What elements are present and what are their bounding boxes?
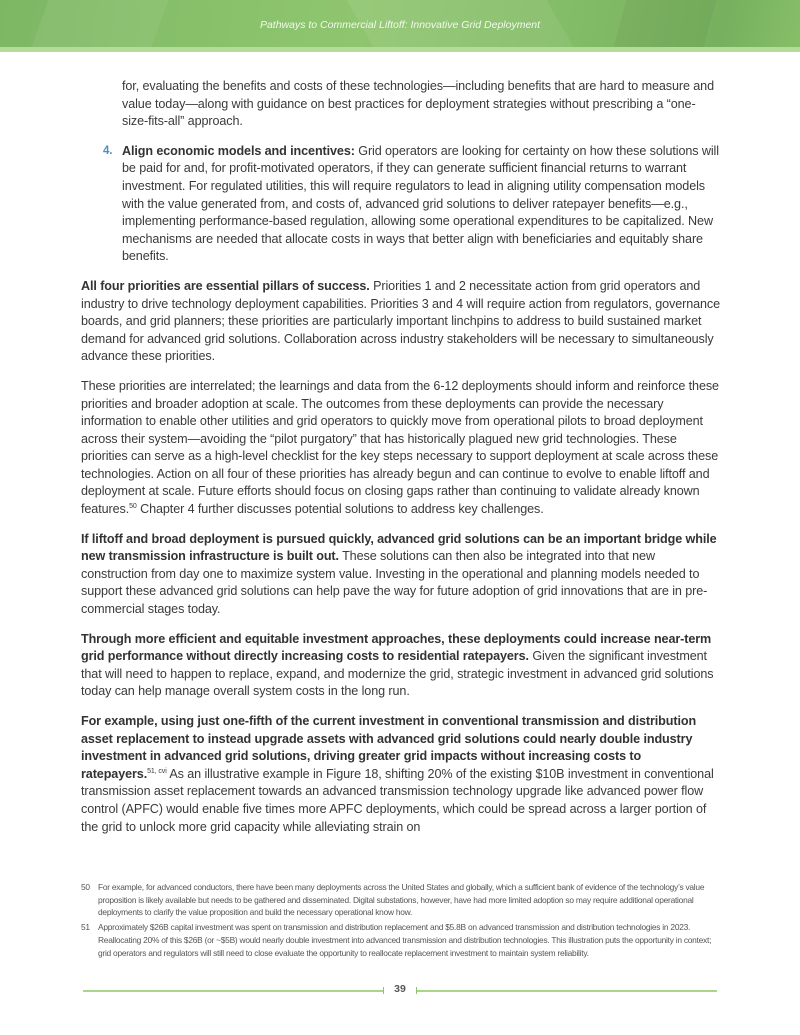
footnote xyxy=(81,921,721,959)
paragraph xyxy=(81,631,720,701)
page-header-banner xyxy=(0,0,800,47)
footnote-number: 50 xyxy=(81,882,90,892)
footnote-number: 51 xyxy=(81,922,90,933)
footnote-text: For example, for advanced conductors, there have been many deployments across the United States and globally, which a sufficient bank of evidence of the technology’s value proposition is likely available but needs to be gathered and disseminated. Digital substations, however, have had more limited adoption so may require additional operational deployments to clarify the value proposition and build the necessary operational know how. xyxy=(98,882,705,918)
paragraph xyxy=(81,278,720,366)
main-content xyxy=(81,78,720,848)
paragraph-text: These priorities are interrelated; the learnings and data from the 6-12 deployments should inform and reinforce these priorities and broader adoption at scale. The outcomes from these deployments can provide the necessary information to enable other utilities and grid operators to quickly move from operational pilots to broad deployment across their system—avoiding the “pilot purgatory” that has historically plagued new grid technologies. These priorities can serve as a high-level checklist for the key steps necessary to support deployment at scale across these technologies. Action on all four of these priorities has already begun and can continue to evolve to enable liftoff and deployment at scale. Future efforts should focus on closing gaps rather than continuing to validate already known features. xyxy=(81,378,719,517)
footnote-ref[interactable]: 51, cvi xyxy=(147,767,167,775)
paragraph-lead: If liftoff and broad deployment is pursued quickly, advanced grid solutions can be an important bridge while new transmission infrastructure is built out. xyxy=(81,531,717,564)
running-header-title: Pathways to Commercial Liftoff: Innovative Grid Deployment xyxy=(259,19,541,31)
footer-tick xyxy=(383,987,384,994)
paragraph-lead: All four priorities are essential pillars of success. xyxy=(81,278,370,293)
footer-rule-left xyxy=(83,990,383,992)
paragraph-text: Chapter 4 further discusses potential solutions to address key challenges. xyxy=(136,502,544,517)
paragraph-text: Given the significant investment that will need to happen to replace, expand, and modernize the grid, strategic investment in advanced grid solutions today can help manage overall system costs in the long run. xyxy=(81,649,714,699)
paragraph-text: Priorities 1 and 2 necessitate action from grid operators and industry to drive technology deployment capabilities. Priorities 3 and 4 will require action from regulators, governance boards, and grid planners; these priorities are particularly important linchpins to address to build sustained market demand for advanced grid solutions. Collaboration across industry stakeholders will be necessary to simultaneously advance these priorities. xyxy=(81,278,721,364)
item-heading: Align economic models and incentives: xyxy=(122,143,355,158)
paragraph-lead: For example, using just one-fifth of the current investment in conventional transmission and distribution asset replacement to instead upgrade assets with advanced grid solutions could nearly double industry investment in advanced grid solutions, driving greater grid impacts without increasing costs to ratepayers. xyxy=(81,714,697,781)
item-number: 4. xyxy=(103,144,113,157)
footer-rule-right xyxy=(417,990,717,992)
footnotes xyxy=(81,881,721,961)
header-divider xyxy=(0,47,800,52)
item-text: Grid operators are looking for certainty on how these solutions will be paid for and, for profit-motivated operators, if they can generate sufficient financial returns to warrant investment. For regulated utilities, this will require regulators to lead in aligning utility compensation models with the value generated from, and costs of, advanced grid solutions to deliver ratepayer benefits—e.g., implementing performance-based regulation, allowing some operational expenditures to be capitalized. New mechanisms are needed that allocate costs in ways that better align with beneficiaries and equitably share benefits. xyxy=(122,143,719,264)
list-continuation: for, evaluating the benefits and costs of these technologies—including benefits that are hard to measure and value today—along with guidance on best practices for deployment strategies without prescribing a “one-size-fits-all” approach. xyxy=(122,79,714,129)
paragraph xyxy=(81,378,720,519)
paragraph-text: These solutions can then also be integrated into that new construction from day one to maximize system value. Investing in the operational and planning models needed to support these advanced grid solutions can help pave the way for future adoption of grid innovations that are in pre-commercial stages today. xyxy=(81,549,708,617)
priority-item-4 xyxy=(103,143,720,266)
paragraph xyxy=(81,713,720,836)
footnote-text: Approximately $26B capital investment was spent on transmission and distribution replacement and $5.8B on advanced transmission and distribution technologies in 2023. Reallocating 20% of this $26B (or ~$5B) would nearly double investment into advanced transmission and distribution technologies. This illustration puts the opportunity in context; grid operators and regulators will still need to close evaluate the opportunity to reallocate replacement investment to maintain system reliability. xyxy=(98,922,712,958)
paragraph-text: As an illustrative example in Figure 18, shifting 20% of the existing $10B investment in conventional transmission asset replacement towards an advanced transmission technology upgrade like advanced power flow control (APFC) would enable five times more APFC deployments, which could be spread across a larger portion of the grid to unlock more grid capacity while alleviating strain on xyxy=(81,766,714,834)
footnote xyxy=(81,881,721,919)
paragraph-lead: Through more efficient and equitable investment approaches, these deployments could increase near-term grid performance without directly increasing costs to residential ratepayers. xyxy=(81,631,712,664)
page-number: 39 xyxy=(394,983,406,995)
footnote-ref[interactable]: 50 xyxy=(129,502,137,510)
paragraph xyxy=(81,531,720,619)
